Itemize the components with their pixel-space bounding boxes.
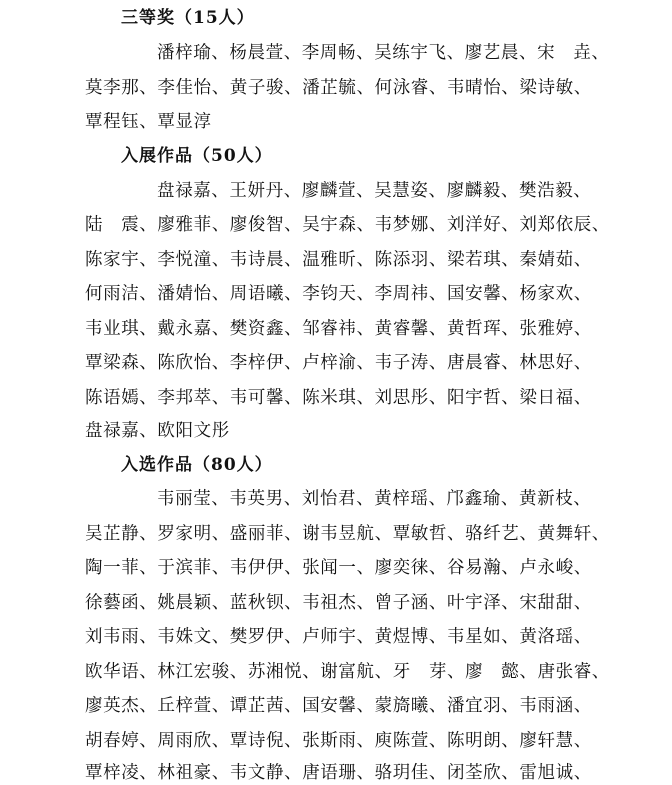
name-list-line: 覃梁森、陈欣怡、李梓伊、卢梓渝、韦子涛、唐晨睿、林思好、 — [85, 353, 592, 373]
name-list-line: 陆 震、廖雅菲、廖俊智、吴宇森、韦梦娜、刘洋好、刘郑依辰、 — [85, 215, 610, 235]
name-list-line: 胡春婷、周雨欣、覃诗倪、张斯雨、庾陈萱、陈明朗、廖轩慧、 — [85, 731, 592, 751]
name-list-line: 廖英杰、丘梓萱、谭芷茜、国安馨、蒙旖曦、潘宜羽、韦雨涵、 — [85, 696, 592, 716]
name-list-line: 盘禄嘉、王妍丹、廖麟萱、吴慧姿、廖麟毅、樊浩毅、 — [157, 181, 592, 201]
name-list-line: 刘韦雨、韦姝文、樊罗伊、卢师宇、黄煜博、韦星如、黄洛瑶、 — [85, 627, 592, 647]
name-list-line: 覃梓凌、林祖豪、韦文静、唐语珊、骆玥佳、闭荃欣、雷旭诚、 — [85, 763, 592, 783]
name-list-line: 徐藝函、姚晨颖、蓝秋钡、韦祖杰、曾子涵、叶宇泽、宋甜甜、 — [85, 593, 592, 613]
name-list-line: 潘梓瑜、杨晨萱、李周畅、吴练宇飞、廖艺晨、宋 垚、 — [157, 43, 610, 63]
name-list-line: 韦丽莹、韦英男、刘怡君、黄梓瑶、邝鑫瑜、黄新枝、 — [157, 489, 592, 509]
name-list-line: 吴芷静、罗家明、盛丽菲、谢韦昱航、覃敏哲、骆纤艺、黄舞轩、 — [85, 524, 610, 544]
name-list-line: 陶一菲、于滨菲、韦伊伊、张闻一、廖奕徕、谷易瀚、卢永峻、 — [85, 558, 592, 578]
name-list-line: 韦业琪、戴永嘉、樊资鑫、邹睿祎、黄睿馨、黄哲珲、张雅婷、 — [85, 319, 592, 339]
name-list-line: 欧华语、林江宏骏、苏湘悦、谢富航、牙 芽、廖 懿、唐张睿、 — [85, 662, 610, 682]
section-title-exhibited-works: 入展作品（50人） — [121, 146, 273, 166]
section-title-selected-works: 入选作品（80人） — [121, 455, 273, 475]
name-list-line: 陈语嫣、李邦萃、韦可馨、陈米琪、刘思彤、阳宇哲、梁日福、 — [85, 388, 592, 408]
name-list-line: 莫李那、李佳怡、黄子骏、潘芷毓、何泳睿、韦晴怡、梁诗敏、 — [85, 78, 592, 98]
name-list-line: 盘禄嘉、欧阳文彤 — [85, 421, 230, 441]
name-list-line: 覃程钰、覃显淳 — [85, 112, 212, 132]
section-title-third-prize: 三等奖（15人） — [121, 8, 255, 28]
name-list-line: 陈家宇、李悦潼、韦诗晨、温雅昕、陈添羽、梁若琪、秦婧茹、 — [85, 250, 592, 270]
name-list-line: 何雨洁、潘婧怡、周语曦、李钧天、李周祎、国安馨、杨家欢、 — [85, 284, 592, 304]
